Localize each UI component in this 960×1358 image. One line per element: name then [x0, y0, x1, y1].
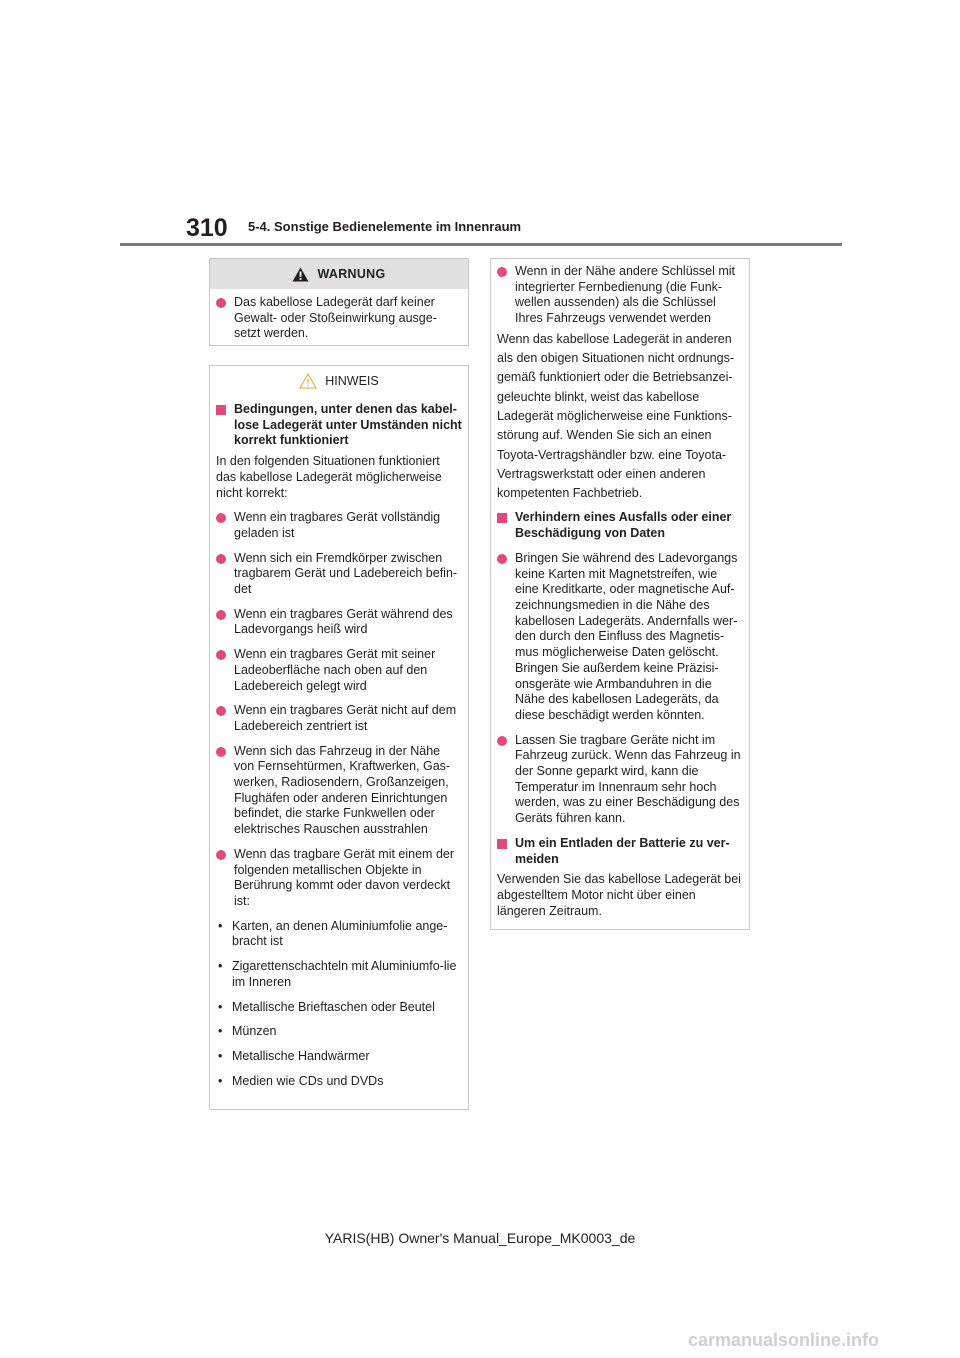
- pink-dot-icon: [497, 267, 507, 277]
- header-divider: [120, 243, 842, 246]
- caution-triangle-icon: [299, 373, 317, 389]
- pink-square-icon: [216, 405, 226, 415]
- sub-bullet-item: • Metallische Brieftaschen oder Beutel: [218, 999, 435, 1014]
- list-item: Wenn ein tragbares Gerät mit seiner Ladeoberfläche nach oben auf den Ladebereich gelegt wird: [216, 647, 462, 694]
- hint-intro: In den folgenden Situationen funktioniert das kabellose Ladegerät möglicherweise nicht korrekt:: [216, 454, 442, 500]
- sub-bullet-item: • Münzen: [218, 1024, 277, 1039]
- pink-dot-icon: [216, 513, 226, 523]
- list-item: Wenn ein tragbares Gerät nicht auf dem Ladebereich zentriert ist: [216, 703, 462, 734]
- warning-title: WARNUNG: [317, 267, 386, 281]
- hint-title: HINWEIS: [325, 374, 379, 388]
- hint-heading: Bedingungen, unter denen das kabel-lose Ladegerät unter Umständen nicht korrekt funktioniert: [216, 402, 462, 449]
- pink-square-icon: [497, 513, 507, 523]
- list-item: Wenn ein tragbares Gerät vollständig geladen ist: [216, 510, 462, 541]
- list-item: Wenn sich das Fahrzeug in der Nähe von Fernsehtürmen, Kraftwerken, Gas-werken, Radiosendern, Großanzeigen, Flughäfen oder anderen Einrichtungen befindet, die starke Funkwellen oder elektrisches Rauschen ausstrahlen: [216, 744, 462, 838]
- pink-dot-icon: [216, 554, 226, 564]
- list-item: Wenn sich ein Fremdkörper zwischen tragbarem Gerät und Ladebereich befin-det: [216, 551, 462, 598]
- hint-header: [210, 366, 468, 396]
- pink-dot-icon: [216, 706, 226, 716]
- list-item: Lassen Sie tragbare Geräte nicht im Fahrzeug zurück. Wenn das Fahrzeug in der Sonne geparkt wird, kann die Temperatur im Innenraum sehr hoch werden, was zu einer Beschädigung des Geräts führen kann.: [497, 733, 743, 827]
- list-item: Wenn in der Nähe andere Schlüssel mit integrierter Fernbedienung (die Funk-wellen aussenden) als die Schlüssel Ihres Fahrzeugs verwendet werden: [497, 264, 743, 327]
- warning-header: [210, 259, 468, 289]
- pink-square-icon: [497, 839, 507, 849]
- pink-dot-icon: [216, 298, 226, 308]
- page-header: [0, 0, 960, 250]
- page-number: 310: [186, 214, 228, 242]
- info-paragraph: Verwenden Sie das kabellose Ladegerät bei abgestelltem Motor nicht über einen längeren Zeitraum.: [497, 872, 741, 918]
- section-title: 5-4. Sonstige Bedienelemente im Innenraum: [248, 219, 522, 234]
- pink-dot-icon: [216, 610, 226, 620]
- warning-item: [216, 295, 462, 342]
- list-item: Wenn das tragbare Gerät mit einem der folgenden metallischen Objekte in Berührung kommt oder davon verdeckt ist:: [216, 847, 462, 910]
- sub-bullet-item: • Metallische Handwärmer: [218, 1048, 370, 1063]
- sub-bullet-item: • Medien wie CDs und DVDs: [218, 1073, 384, 1088]
- pink-dot-icon: [216, 747, 226, 757]
- warning-box: [209, 258, 469, 346]
- warning-item-text: Das kabellose Ladegerät darf keiner Gewalt- oder Stoßeinwirkung ausge-setzt werden.: [234, 295, 437, 341]
- section-heading: Um ein Entladen der Batterie zu ver-meiden: [497, 836, 743, 867]
- warning-triangle-icon: [292, 267, 309, 282]
- sub-bullet-item: • Zigarettenschachteln mit Aluminiumfo-lie im Inneren: [218, 959, 457, 989]
- pink-dot-icon: [497, 736, 507, 746]
- info-paragraph: Wenn das kabellose Ladegerät in anderen als den obigen Situationen nicht ordnungs- gemäß funktioniert oder die Betriebsanzei- geleuchte blinkt, weist das kabellose Ladegerät möglicherweise eine Funktions- störung auf. Wenden Sie sich an einen Toyota-Vertragshändler bzw. eine Toyota- Vertragswerkstatt oder einen anderen kompetenten Fachbetrieb.: [497, 331, 734, 501]
- list-item: Bringen Sie während des Ladevorgangs keine Karten mit Magnetstreifen, wie eine Kreditkarte, oder magnetische Auf-zeichnungsmedien in die Nähe des kabellosen Ladegeräts. Andernfalls wer-den durch den Einfluss des Magnetis-mus möglicherweise Daten gelöscht. Bringen Sie außerdem keine Präzisi-onsgeräte wie Armbanduhren in die Nähe des kabellosen Ladegeräts, da diese beschädigt werden könnten.: [497, 551, 743, 724]
- hint-box-continued: [490, 258, 750, 930]
- pink-dot-icon: [497, 554, 507, 564]
- sub-bullet-item: • Karten, an denen Aluminiumfolie ange-bracht ist: [218, 918, 448, 949]
- pink-dot-icon: [216, 850, 226, 860]
- hint-box: [209, 365, 469, 1110]
- pink-dot-icon: [216, 650, 226, 660]
- manual-id: YARIS(HB) Owner's Manual_Europe_MK0003_de: [324, 1230, 636, 1246]
- list-item: Wenn ein tragbares Gerät während des Ladevorgangs heiß wird: [216, 607, 462, 638]
- section-heading: Verhindern eines Ausfalls oder einer Beschädigung von Daten: [497, 510, 743, 541]
- watermark: carmanualsonline.info: [688, 1330, 880, 1350]
